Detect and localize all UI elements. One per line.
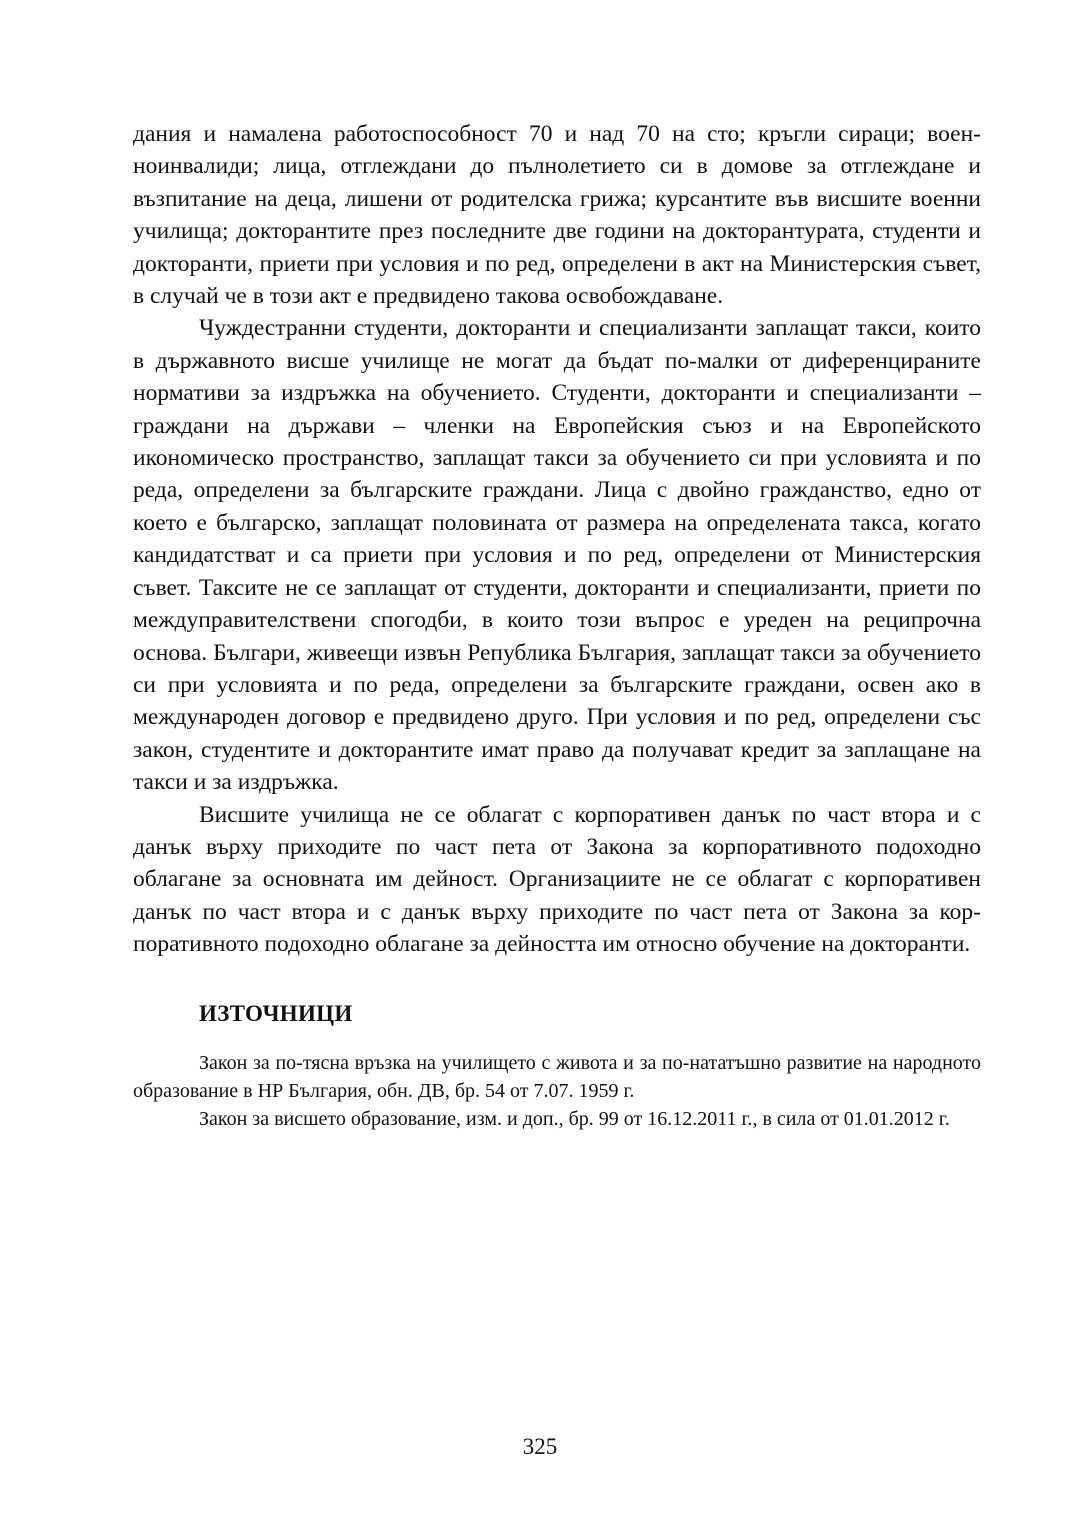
sources-heading: ИЗТОЧНИЦИ	[199, 1000, 353, 1026]
source-item-1: Закон за по-тясна връзка на училището с живота и за по-нататъшно развитие на народното образование в НР България, обн. ДВ, бр. 54 от 7.07. 1959 г.	[133, 1051, 981, 1102]
sources-list	[133, 1049, 981, 1133]
body-paragraph-3: Висшите училища не се облагат с корпоративен данък по част втора и с данък върху приходите по част пета от Закона за корпоративното подоходно облагане за основната им дейност. Организациите не се облагат с корпоративен данък по част втора и с данък върху приходите по част пета от Закона за корпоративното подоходно облагане за дейността им относно обучение на докторанти.	[133, 801, 981, 958]
page-number: 325	[522, 1434, 558, 1459]
body-paragraph-1: дания и намалена работоспособност 70 и над 70 на сто; кръгли сираци; военноинвалиди; лица, отглеждани до пълнолетието си в домове за отглеждане и възпитание на деца, лишени от родителска грижа; курсантите във висшите военни училища; докторантите през последните две години на докторантурата, студенти и докторанти, приети при условия и по ред, определени в акт на Министерския съвет, в случай че в този акт е предвидено такова освобождаване.	[133, 121, 981, 310]
body-paragraph-2: Чуждестранни студенти, докторанти и специализанти заплащат такси, които в държавното висше училище не могат да бъдат по-малки от диференцираните нормативи за издръжка на обучението. Студенти, докторанти и специализанти – граждани на държави – членки на Европейския съюз и на Европейското икономическо пространство, заплащат такси за обучението си при условията и по реда, определени за българските граждани. Лица с двойно гражданство, едно от което е българско, заплащат половината от размера на определената такса, когато кандидатстват и са приети при условия и по ред, определени от Министерския съвет. Таксите не се заплащат от студенти, докторанти и специализанти, приети по междуправителствени спогодби, в които този въпрос е уреден на реципрочна основа. Българи, живеещи извън Република България, заплащат такси за обучението си при условията и по реда, определени за българските граждани, освен ако в международен договор е предвидено друго. При условия и по ред, определени със закон, студентите и докторантите имат право да получават кредит за заплащане на такси и за издръжка.	[133, 315, 981, 796]
source-item-2: Закон за висшето образование, изм. и доп., бр. 99 от 16.12.2011 г., в сила от 01.01.2012 г.	[199, 1107, 950, 1130]
document-page	[133, 118, 981, 1133]
